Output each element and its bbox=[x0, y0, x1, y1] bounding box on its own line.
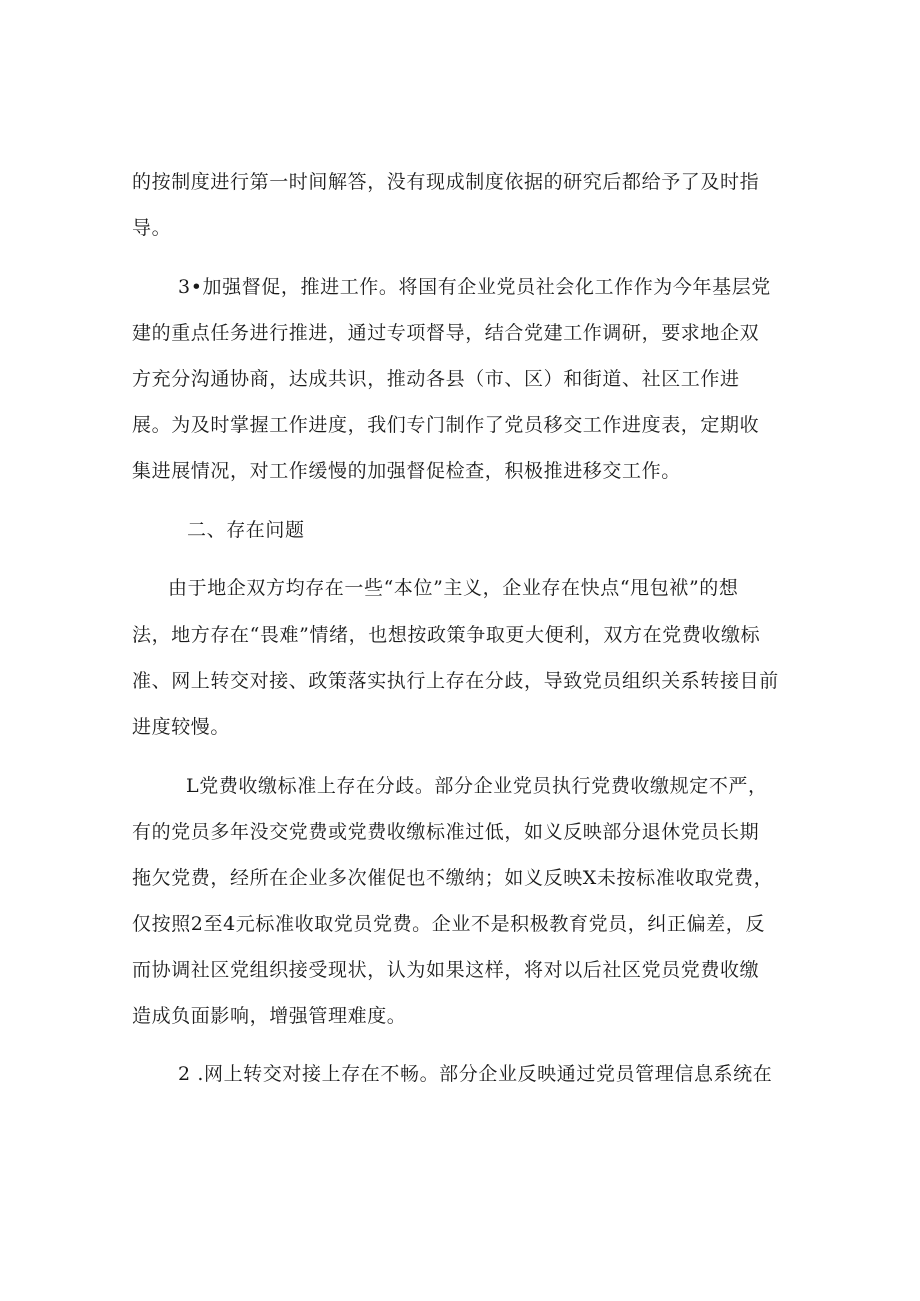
text-line: 有的党员多年没交党费或党费收缴标准过低，如义反映部分退休党员长期 bbox=[132, 821, 760, 843]
heading-text: 二、存在问题 bbox=[187, 519, 305, 541]
text-line: 导。 bbox=[132, 217, 172, 239]
text-line: 方充分沟通协商，达成共识，推动各县（市、区）和街道、社区工作进 bbox=[132, 368, 740, 390]
text-line: 准、网上转交对接、政策落实执行上存在分歧，导致党员组织关系转接目前 bbox=[132, 670, 779, 692]
text-line: 展。为及时掌握工作进度，我们专门制作了党员移交工作进度表，定期收 bbox=[132, 414, 760, 436]
text-line: L党费收缴标准上存在分歧。部分企业党员执行党费收缴规定不严， bbox=[186, 775, 768, 797]
text-line: 法，地方存在“畏难”情绪，也想按政策争取更大便利，双方在党费收缴标 bbox=[132, 624, 761, 646]
text-line: 造成负面影响，增强管理难度。 bbox=[132, 1005, 407, 1027]
text-line: 2 .网上转交对接上存在不畅。部分企业反映通过党员管理信息系统在 bbox=[178, 1063, 773, 1085]
text-line: 3•加强督促，推进工作。将国有企业党员社会化工作作为今年基层党 bbox=[178, 276, 771, 298]
text-line: 的按制度进行第一时间解答，没有现成制度依据的研究后都给予了及时指 bbox=[132, 171, 760, 193]
text-line: 拖欠党费，经所在企业多次催促也不缴纳；如义反映X未按标准收取党费， bbox=[132, 867, 774, 889]
text-line: 仅按照2至4元标准收取党员党费。企业不是积极教育党员，纠正偏差，反 bbox=[132, 913, 765, 935]
text-line: 进度较慢。 bbox=[132, 716, 231, 738]
text-line: 由于地企双方均存在一些“本位”主义，企业存在快点“甩包袱”的想 bbox=[168, 577, 739, 599]
text-line: 而协调社区党组织接受现状，认为如果这样，将对以后社区党员党费收缴 bbox=[132, 959, 760, 981]
text-line: 集进展情况，对工作缓慢的加强督促检查，积极推进移交工作。 bbox=[132, 460, 681, 482]
text-line: 建的重点任务进行推进，通过专项督导，结合党建工作调研，要求地企双 bbox=[132, 322, 760, 344]
